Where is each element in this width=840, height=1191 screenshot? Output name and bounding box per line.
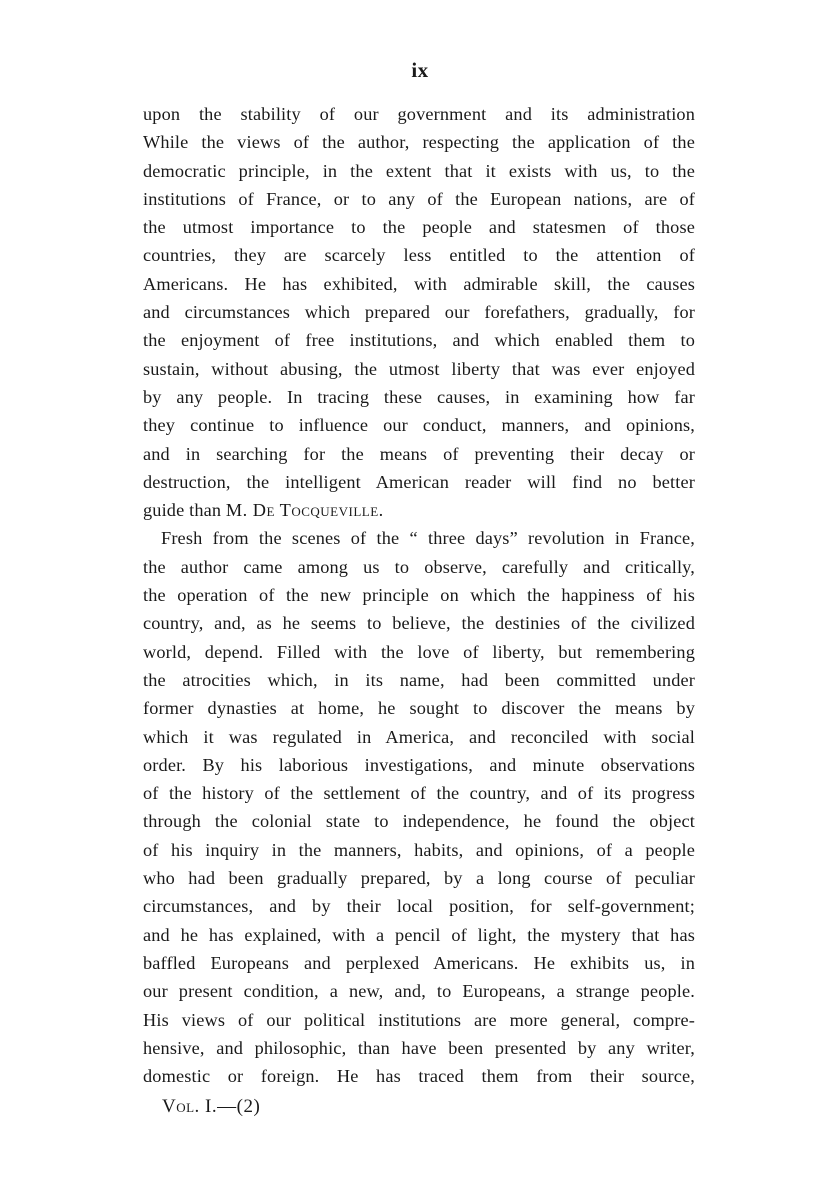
text-line: the author came among us to observe, carefully and critically,: [143, 556, 695, 577]
text-line: through the colonial state to independence, he found the object: [143, 811, 695, 832]
text-line: upon the stability of our government and its administration: [143, 104, 695, 124]
text-line: country, and, as he seems to believe, the destinies of the civilized: [143, 613, 695, 634]
text-line: democratic principle, in the extent that it exists with us, to the: [143, 160, 695, 181]
text-line: baffled Europeans and perplexed Americans. He exhibits us, in: [143, 952, 695, 973]
text-line: circumstances, and by their local position, for self-government;: [143, 896, 695, 917]
text-line: [143, 496, 695, 524]
text-line: former dynasties at home, he sought to discover the means by: [143, 698, 695, 719]
paragraph-2: [143, 524, 695, 1090]
text-line: the atrocities which, in its name, had been committed under: [143, 669, 695, 690]
text-line: the operation of the new principle on which the happiness of his: [143, 585, 695, 606]
text-line: institutions of France, or to any of the European nations, are of: [143, 188, 695, 209]
signature-mark: Vol. I.—(2): [162, 1096, 261, 1117]
text-line: who had been gradually prepared, by a long course of peculiar: [143, 868, 695, 889]
text-line: hensive, and philosophic, than have been presented by any writer,: [143, 1037, 695, 1058]
text-line: our present condition, a new, and, to Europeans, a strange people.: [143, 981, 695, 1002]
text-line: they continue to influence our conduct, manners, and opinions,: [143, 415, 695, 436]
text-line: destruction, the intelligent American reader will find no better: [143, 471, 695, 492]
text-fragment: guide than: [143, 500, 226, 521]
text-line: domestic or foreign. He has traced them from their source,: [143, 1066, 695, 1087]
text-line: and in searching for the means of preventing their decay or: [143, 443, 695, 464]
text-line: sustain, without abusing, the utmost liberty that was ever enjoyed: [143, 358, 695, 379]
text-line: world, depend. Filled with the love of liberty, but remembering: [143, 641, 695, 662]
text-line: the utmost importance to the people and statesmen of those: [143, 217, 695, 238]
text-line: and he has explained, with a pencil of light, the mystery that has: [143, 924, 695, 945]
text-line: by any people. In tracing these causes, in examining how far: [143, 386, 695, 407]
text-line: Americans. He has exhibited, with admirable skill, the causes: [143, 273, 695, 294]
text-line: which it was regulated in America, and reconciled with social: [143, 726, 695, 747]
author-name: M. De Tocqueville.: [225, 500, 384, 521]
text-line: countries, they are scarcely less entitled to the attention of: [143, 245, 695, 266]
text-line: and circumstances which prepared our forefathers, gradually, for: [143, 302, 695, 323]
paragraph-1: [143, 100, 695, 524]
text-line: His views of our political institutions are more general, compre-: [143, 1009, 695, 1030]
text-line: of the history of the settlement of the country, and of its progress: [143, 783, 695, 804]
page-number: ix: [411, 58, 429, 82]
body-text: [143, 100, 695, 1090]
text-line: order. By his laborious investigations, and minute observations: [143, 754, 695, 775]
text-line: the enjoyment of free institutions, and which enabled them to: [143, 330, 695, 351]
text-line: of his inquiry in the manners, habits, and opinions, of a people: [143, 839, 695, 860]
text-line: While the views of the author, respecting the application of the: [143, 132, 695, 153]
text-line: Fresh from the scenes of the “ three days” revolution in France,: [161, 528, 695, 549]
